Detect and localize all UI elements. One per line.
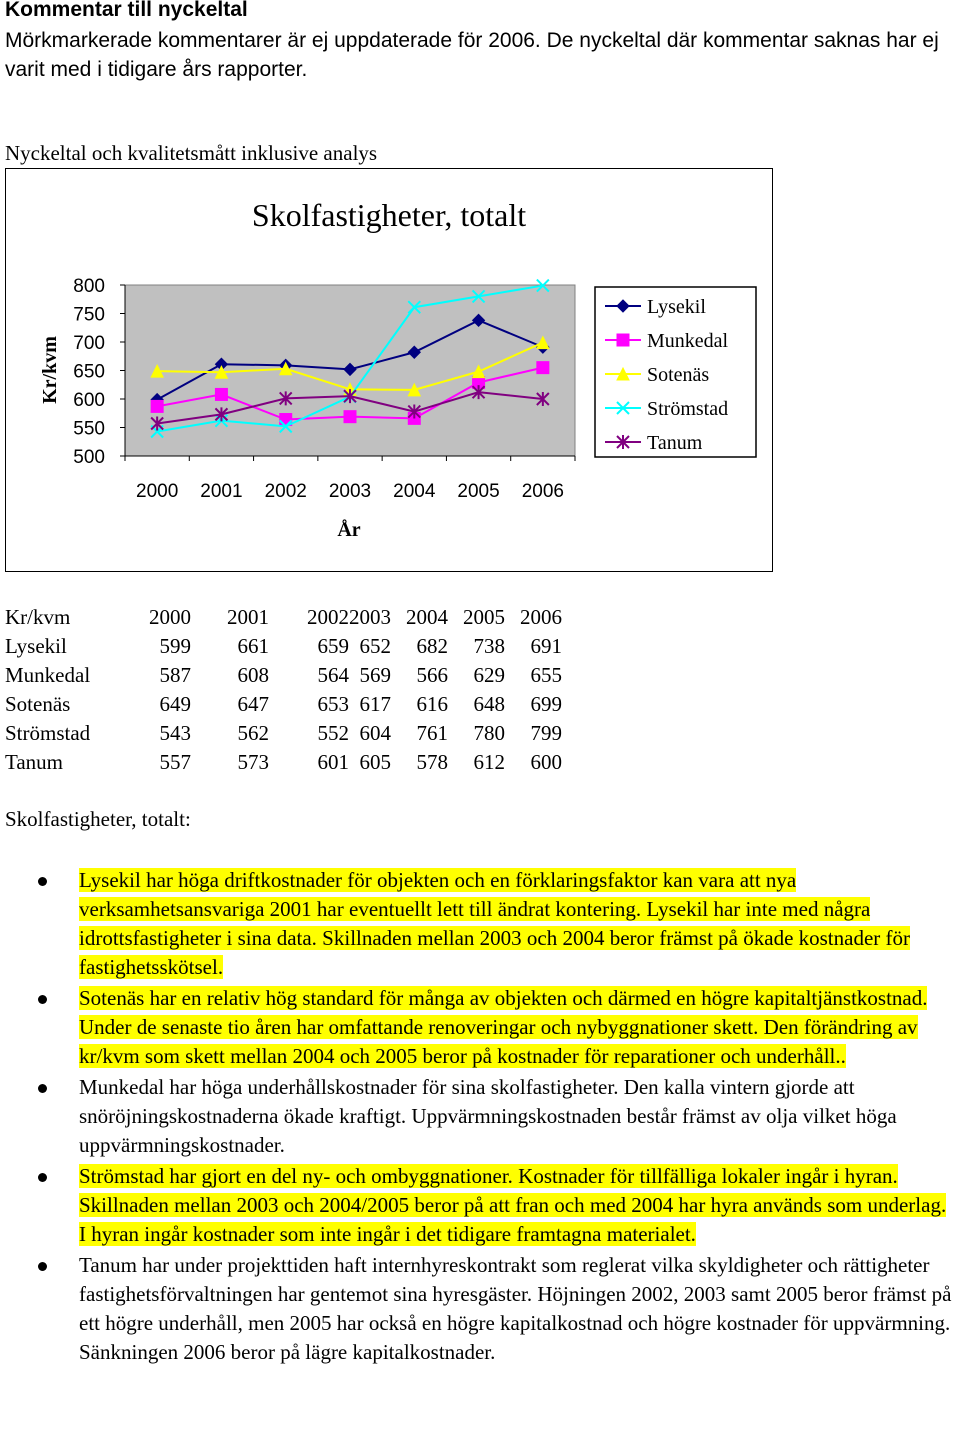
y-axis-label: Kr/kvm bbox=[39, 336, 61, 404]
table-cell: 564 bbox=[317, 663, 349, 687]
table-row bbox=[5, 632, 562, 661]
table-header-cell: 2006 bbox=[520, 605, 562, 629]
table-cell: Sotenäs bbox=[5, 692, 71, 716]
table-header-cell: 2002 bbox=[307, 605, 349, 629]
comment-item bbox=[0, 866, 954, 982]
table-header-cell: 2004 bbox=[406, 605, 448, 629]
y-tick-label: 600 bbox=[73, 390, 105, 411]
legend-label-lysekil: Lysekil bbox=[647, 296, 706, 318]
table-cell: 655 bbox=[530, 663, 562, 687]
page-heading: Kommentar till nyckeltal bbox=[5, 0, 248, 21]
data-point-munkedal bbox=[537, 362, 549, 374]
y-tick-label: 650 bbox=[73, 361, 105, 383]
x-tick-label: 2003 bbox=[328, 481, 372, 502]
table-cell: 691 bbox=[530, 634, 562, 658]
table-cell: 600 bbox=[530, 750, 562, 774]
table-row bbox=[5, 690, 562, 719]
table-row bbox=[5, 719, 562, 748]
section-subtitle: Nyckeltal och kvalitetsmått inklusive analys bbox=[5, 141, 378, 165]
bullet-icon bbox=[38, 1262, 47, 1271]
x-tick-label: 2006 bbox=[521, 481, 564, 502]
intro-text: Mörkmarkerade kommentarer är ej uppdaterade för 2006. De nyckeltal där kommentar saknas har ej varit med i tidigare års rapporter. bbox=[5, 29, 939, 81]
table-cell: 566 bbox=[416, 663, 448, 687]
table-cell: 608 bbox=[237, 663, 269, 687]
table-cell: 557 bbox=[159, 750, 191, 774]
table-cell: 573 bbox=[237, 750, 269, 774]
x-tick-label: 2002 bbox=[264, 481, 307, 502]
comment-text: Lysekil har höga driftkostnader för objekten och en förklaringsfaktor kan vara att nya verksamhetsansvariga 2001 har eventuellt lett till ändrat kontering. Lysekil har inte med några idrottsfastigheter i sina data. Skillnaden mellan 2003 och 2004 beror främst på ökade kostnader för fastighetsskötsel. bbox=[79, 868, 911, 979]
table-cell: 569 bbox=[359, 663, 391, 687]
x-tick-label: 2005 bbox=[457, 481, 500, 502]
data-table bbox=[5, 603, 562, 777]
line-chart bbox=[5, 168, 773, 572]
table-row bbox=[5, 748, 562, 777]
table-cell: 682 bbox=[416, 634, 448, 658]
table-cell: Munkedal bbox=[5, 663, 91, 687]
table-cell: 605 bbox=[359, 750, 391, 774]
x-tick-label: 2001 bbox=[200, 481, 243, 502]
bullet-icon bbox=[38, 1173, 47, 1182]
table-cell: 616 bbox=[416, 692, 448, 716]
table-cell: 543 bbox=[159, 721, 191, 745]
table-cell: 629 bbox=[473, 663, 505, 687]
table-header-cell: 2000 bbox=[149, 605, 191, 629]
bullet-icon bbox=[38, 877, 47, 886]
x-tick-label: 2004 bbox=[393, 481, 436, 502]
x-axis-label: År bbox=[337, 519, 361, 541]
table-cell: 648 bbox=[473, 692, 505, 716]
table-cell: 587 bbox=[159, 663, 191, 687]
table-cell: 653 bbox=[317, 692, 349, 716]
data-point-munkedal bbox=[344, 411, 356, 423]
table-cell: Strömstad bbox=[5, 721, 91, 745]
table-cell: Lysekil bbox=[5, 634, 67, 658]
table-cell: 738 bbox=[473, 634, 505, 658]
legend-label-str-mstad: Strömstad bbox=[647, 398, 729, 420]
comment-text: Tanum har under projekttiden haft internhyreskontrakt som reglerat vilka skyldigheter och rättigheter fastighetsförvaltningen har gentemot sina hyresgäster. Höjningen 2002, 2003 samt 2005 beror främst på ett högre underhåll, men 2005 har också en högre kapitalkostnad och högre kostnader för uppvärmning. Sänkningen 2006 beror på lägre kapitalkostnader. bbox=[79, 1253, 952, 1364]
comment-text: Strömstad har gjort en del ny- och ombyggnationer. Kostnader för tillfälliga lokaler ingår i hyran. Skillnaden mellan 2003 och 2004/2005 beror på att fran och med 2004 har hyra används som underlag. I hyran ingår kostnader som inte ingår i det tidigare framtagna materialet. bbox=[79, 1164, 947, 1246]
table-cell: 649 bbox=[159, 692, 191, 716]
legend-label-soten-s: Sotenäs bbox=[647, 364, 710, 386]
table-cell: 562 bbox=[237, 721, 269, 745]
comment-item bbox=[0, 1073, 954, 1160]
table-cell: 652 bbox=[359, 634, 391, 658]
table-cell: 617 bbox=[359, 692, 391, 716]
table-cell: 612 bbox=[473, 750, 505, 774]
comment-text: Munkedal har höga underhållskostnader för sina skolfastigheter. Den kalla vintern gjorde att snöröjningskostnaderna ökade kraftigt. Uppvärmningskostnaden består främst av olja vilket höga uppvärmningskostnader. bbox=[79, 1075, 897, 1157]
bullet-icon bbox=[38, 1084, 47, 1093]
y-tick-label: 700 bbox=[73, 333, 105, 354]
table-cell: 578 bbox=[416, 750, 448, 774]
table-row bbox=[5, 661, 562, 690]
x-tick-label: 2000 bbox=[136, 481, 179, 502]
comment-item bbox=[0, 1162, 954, 1249]
table-header-cell: 2005 bbox=[463, 605, 505, 629]
table-cell: 761 bbox=[416, 721, 448, 745]
comment-item bbox=[0, 984, 954, 1071]
table-cell: 699 bbox=[530, 692, 562, 716]
comments-list bbox=[0, 866, 960, 1369]
table-cell: Tanum bbox=[5, 750, 64, 774]
y-tick-label: 800 bbox=[73, 276, 105, 297]
table-cell: 799 bbox=[530, 721, 562, 745]
table-cell: 780 bbox=[473, 721, 505, 745]
y-tick-label: 750 bbox=[73, 304, 105, 326]
legend-label-munkedal: Munkedal bbox=[647, 330, 729, 352]
table-cell: 661 bbox=[237, 634, 269, 658]
table-header-row bbox=[5, 603, 562, 632]
table-cell: 601 bbox=[317, 750, 349, 774]
chart-title: Skolfastigheter, totalt bbox=[251, 197, 527, 233]
comment-item bbox=[0, 1251, 954, 1367]
bullet-icon bbox=[38, 995, 47, 1004]
data-point-munkedal bbox=[215, 388, 227, 400]
table-cell: 659 bbox=[317, 634, 349, 658]
legend-label-tanum: Tanum bbox=[647, 432, 703, 454]
y-tick-label: 550 bbox=[73, 418, 105, 440]
table-header-cell: 2003 bbox=[349, 605, 391, 629]
table-cell: 599 bbox=[159, 634, 191, 658]
comments-label: Skolfastigheter, totalt: bbox=[5, 807, 191, 831]
legend-marker-munkedal bbox=[617, 334, 629, 346]
data-point-munkedal bbox=[151, 400, 163, 412]
table-cell: 647 bbox=[237, 692, 269, 716]
y-tick-label: 500 bbox=[73, 447, 105, 468]
table-cell: 604 bbox=[359, 721, 391, 745]
table-cell: 552 bbox=[317, 721, 349, 745]
comment-text: Sotenäs har en relativ hög standard för många av objekten och därmed en högre kapitaltjänstkostnad. Under de senaste tio åren har omfattande renoveringar och nybyggnationer skett. Den förändring av kr/kvm som skett mellan 2004 och 2005 beror på kostnader för reparationer och underhåll.. bbox=[79, 986, 928, 1068]
table-header-cell: 2001 bbox=[227, 605, 269, 629]
table-header-cell: Kr/kvm bbox=[5, 605, 71, 629]
